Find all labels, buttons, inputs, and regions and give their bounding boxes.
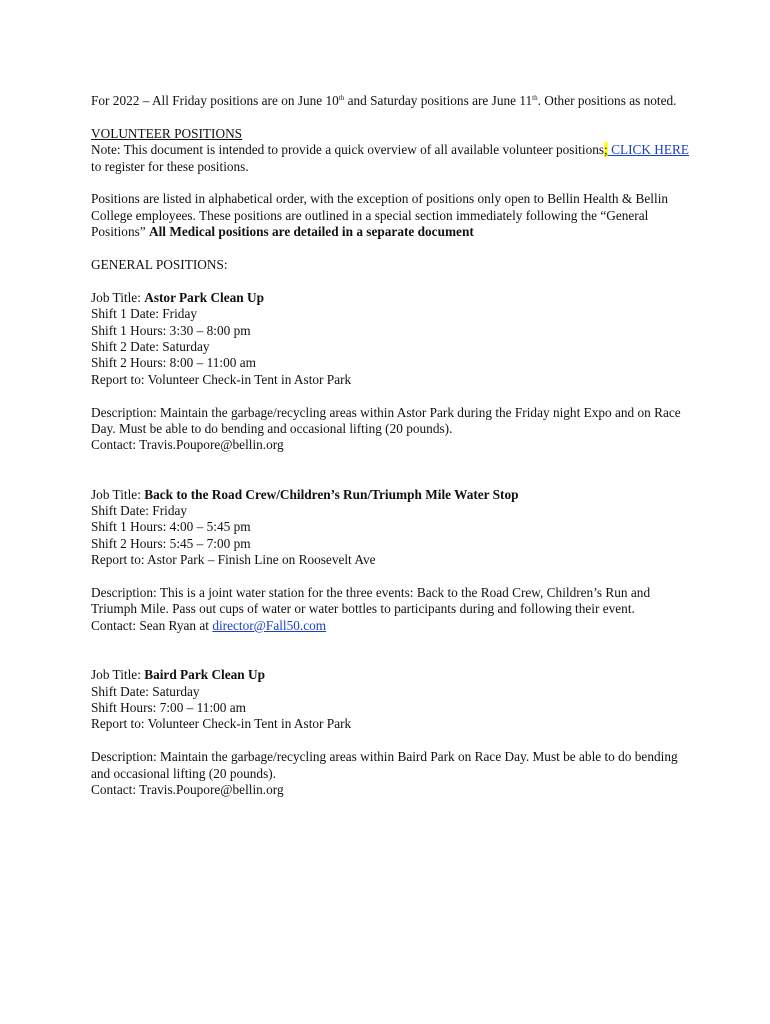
job-description: Description: Maintain the garbage/recycling areas within Astor Park during the Friday night Expo and on Race Day. Must be able to do bending and occasional lifting (20 pounds). [91, 404, 681, 437]
general-positions-heading: GENERAL POSITIONS: [91, 257, 228, 273]
job-detail-line: Shift Date: Saturday [91, 683, 200, 699]
intro-text-3: . Other positions as noted. [537, 93, 677, 108]
volunteer-note-end: to register for these positions. [91, 158, 249, 174]
job-block-water-stop [91, 487, 691, 635]
job-title-line [91, 290, 691, 306]
intro-paragraph [91, 93, 691, 109]
order-note-text: Positions are listed in alphabetical order, with the exception of positions only open to Bellin Health & Bellin College employees. These positions are outlined in a special section immediately following the “General Positions” [91, 191, 669, 240]
job-detail-line: Report to: Volunteer Check-in Tent in Astor Park [91, 716, 352, 732]
document-page [91, 93, 691, 798]
contact-text: Contact: Travis.Poupore@bellin.org [91, 437, 284, 453]
job-contact [91, 437, 691, 453]
job-title: Astor Park Clean Up [144, 289, 265, 305]
medical-note-bold: All Medical positions are detailed in a separate document [149, 224, 474, 240]
volunteer-note-text: Note: This document is intended to provide a quick overview of all available volunteer positions [91, 142, 605, 158]
job-detail-line: Shift 1 Date: Friday [91, 306, 197, 322]
job-block-baird-park [91, 667, 691, 798]
intro-sup-2: th [532, 94, 538, 102]
order-note-paragraph [91, 191, 691, 240]
job-title: Baird Park Clean Up [144, 667, 266, 683]
contact-text: Contact: Travis.Poupore@bellin.org [91, 781, 284, 797]
contact-email-link[interactable]: director@Fall50.com [212, 617, 327, 633]
job-detail-line: Shift 2 Hours: 8:00 – 11:00 am [91, 355, 256, 371]
job-title-line [91, 667, 691, 683]
job-detail-line: Shift Hours: 7:00 – 11:00 am [91, 699, 247, 715]
job-title-label: Job Title: [91, 289, 145, 305]
click-here-link[interactable]: CLICK HERE [607, 142, 690, 158]
job-title-line [91, 487, 691, 503]
intro-text-2: and Saturday positions are June 11 [344, 93, 533, 108]
intro-text-1: For 2022 – All Friday positions are on June 10 [91, 93, 339, 108]
volunteer-heading: VOLUNTEER POSITIONS [91, 125, 243, 141]
highlight-mark: ; [604, 142, 608, 158]
job-detail-line: Report to: Astor Park – Finish Line on Roosevelt Ave [91, 552, 376, 568]
job-block-astor-park [91, 290, 691, 454]
job-description: Description: This is a joint water station for the three events: Back to the Road Crew, Children’s Run and Triumph Mile. Pass out cups of water or water bottles to participants during and following their event. [91, 585, 651, 617]
job-detail-line: Shift 2 Date: Saturday [91, 339, 210, 355]
job-detail-line: Report to: Volunteer Check-in Tent in Astor Park [91, 371, 352, 387]
job-contact [91, 782, 691, 798]
job-title: Back to the Road Crew/Children’s Run/Triumph Mile Water Stop [144, 486, 519, 502]
job-title-label: Job Title: [91, 486, 145, 502]
contact-text: Contact: Sean Ryan at [91, 617, 213, 633]
job-title-label: Job Title: [91, 667, 145, 683]
job-detail-line: Shift 1 Hours: 3:30 – 8:00 pm [91, 322, 251, 338]
intro-sup-1: th [338, 94, 345, 102]
job-detail-line: Shift 2 Hours: 5:45 – 7:00 pm [91, 535, 251, 551]
volunteer-note [91, 142, 691, 175]
job-detail-line: Shift Date: Friday [91, 503, 188, 519]
job-detail-line: Shift 1 Hours: 4:00 – 5:45 pm [91, 519, 251, 535]
job-description: Description: Maintain the garbage/recycling areas within Baird Park on Race Day. Must be able to do bending and occasional lifting (20 pounds). [91, 749, 678, 781]
job-contact [91, 618, 691, 634]
